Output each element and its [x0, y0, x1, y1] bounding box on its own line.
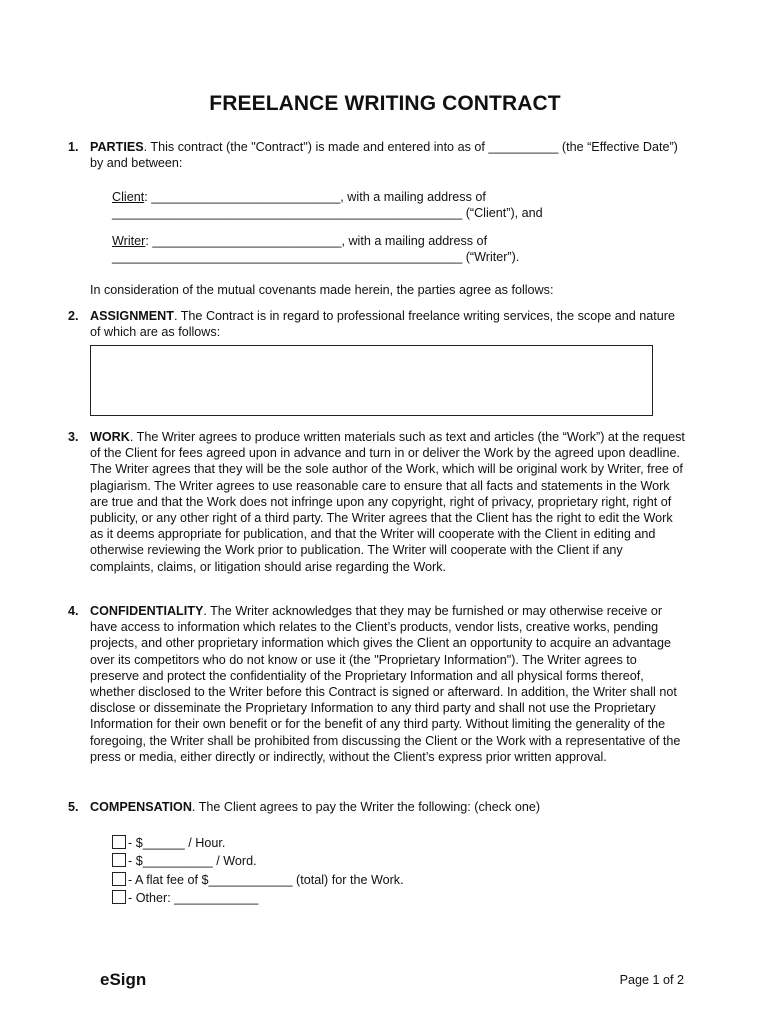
section-heading: ASSIGNMENT: [90, 309, 174, 323]
page-number: Page 1 of 2: [619, 973, 684, 987]
compensation-option-flat-fee[interactable]: [112, 872, 404, 888]
checkbox[interactable]: [112, 853, 126, 867]
section-text: . The Writer acknowledges that they may be furnished or may otherwise receive or have access to information which relates to the Client’s products, vendor lists, creative works, pending projects, and other proprietary information which gives the Client an opportunity to acquire an advantage over its competitors who do not know or use it (the "Proprietary Information"). The Writer agrees to preserve and protect the confidentiality of the Proprietary Information and all physical forms thereof, whether disclosed to the Writer before this Contract is signed or afterward. In addition, the Writer shall not disclose or disseminate the Proprietary Information to any third party and shall not use the Proprietary Information for their own benefit or for the benefit of any third party. Without limiting the generality of the foregoing, the Writer shall be prohibited from discussing the Client or the Work with a representative of the press or media, either directly or indirectly, without the Client’s express prior written approval.: [90, 604, 681, 764]
writer-line-1[interactable]: [112, 233, 487, 249]
client-name-field[interactable]: : ___________________________, with a mailing address of: [144, 190, 486, 204]
scope-text-box[interactable]: [90, 345, 653, 416]
compensation-option-per-word[interactable]: [112, 853, 257, 869]
section-number: 4.: [68, 604, 79, 618]
section-text: . This contract (the "Contract") is made and entered into as of __________ (the “Effective Date”) by and between:: [90, 140, 678, 171]
section-number: 3.: [68, 430, 79, 444]
option-label: - A flat fee of $____________ (total) for the Work.: [128, 873, 404, 887]
option-label: - $______ / Hour.: [128, 836, 226, 850]
checkbox[interactable]: [112, 872, 126, 886]
option-label: - $__________ / Word.: [128, 854, 257, 868]
section-number: 5.: [68, 800, 79, 814]
esign-logo: eSign: [100, 970, 147, 989]
section-number: 1.: [68, 140, 79, 154]
client-line-1[interactable]: [112, 189, 486, 205]
section-heading: WORK: [90, 430, 130, 444]
writer-address-field[interactable]: __________________________________________________ (“Writer”).: [112, 250, 520, 264]
checkbox[interactable]: [112, 890, 126, 904]
section-parties: [68, 139, 688, 171]
compensation-option-other[interactable]: [112, 890, 258, 906]
writer-label: Writer: [112, 234, 146, 248]
section-text: . The Writer agrees to produce written materials such as text and articles (the “Work”) at the request of the Client for fees agreed upon in advance and turn in or deliver the Work by the agreed upon deadline. The Writer agrees that they will be the sole author of the Work, which will be original work by Writer, free of plagiarism. The Writer agrees to use reasonable care to ensure that all facts and statements in the Work are true and that the Work does not infringe upon any copyright, right of privacy, proprietary right, right of publicity, or any other right of a third party. The Writer agrees that the Client has the right to edit the Work as it deems appropriate for publication, and that the Writer will cooperate with the Client in editing and otherwise reviewing the Work prior to publication. The Writer will cooperate with the Client if any complaints, claims, or litigation should arise regarding the Work.: [90, 430, 685, 574]
client-address-field[interactable]: __________________________________________________ (“Client”), and: [112, 206, 543, 220]
section-work: [68, 429, 688, 575]
section-confidentiality: [68, 603, 688, 765]
document-title: FREELANCE WRITING CONTRACT: [209, 92, 561, 115]
section-compensation: [68, 799, 688, 815]
section-heading: PARTIES: [90, 140, 144, 154]
section-heading: CONFIDENTIALITY: [90, 604, 204, 618]
option-label: - Other: ____________: [128, 891, 259, 905]
section-text: . The Client agrees to pay the Writer the following: (check one): [191, 800, 541, 814]
section-heading: COMPENSATION: [90, 800, 192, 814]
section-assignment: [68, 308, 688, 340]
writer-name-field[interactable]: : ___________________________, with a mailing address of: [145, 234, 488, 248]
consideration-text: In consideration of the mutual covenants made herein, the parties agree as follows:: [90, 283, 554, 297]
section-number: 2.: [68, 309, 79, 323]
checkbox[interactable]: [112, 835, 126, 849]
client-label: Client: [112, 190, 145, 204]
compensation-option-hourly[interactable]: [112, 835, 225, 851]
section-text: . The Contract is in regard to professional freelance writing services, the scope and nature of which are as follows:: [90, 309, 675, 340]
